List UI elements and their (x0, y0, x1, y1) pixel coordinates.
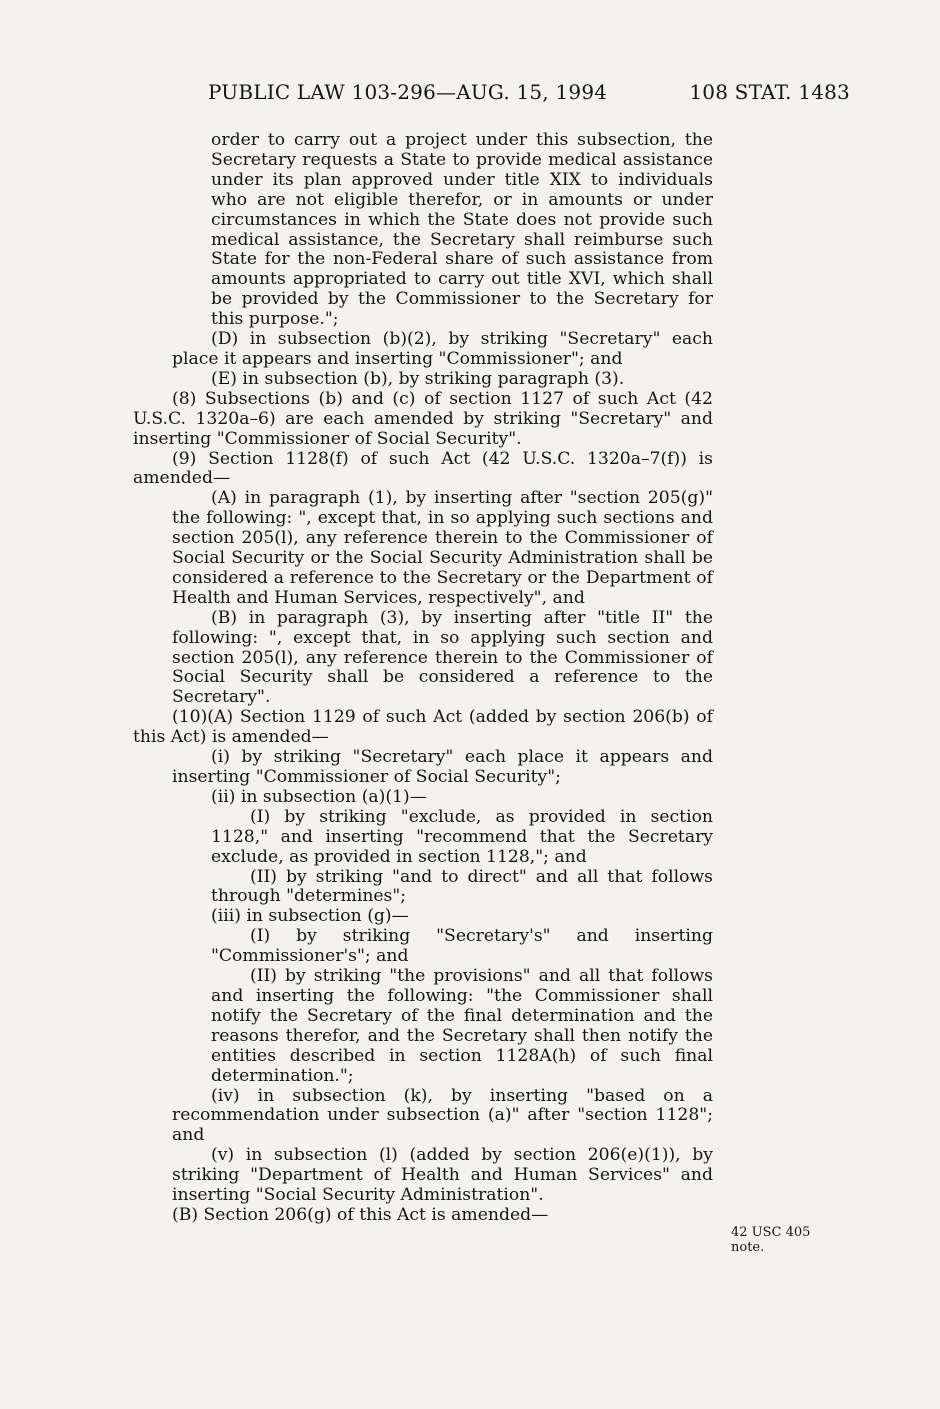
law-title: PUBLIC LAW 103-296—AUG. 15, 1994 (208, 80, 608, 104)
paragraph: (I) by striking "Secretary's" and inserting "Commissioner's"; and (211, 926, 713, 967)
paragraph: (II) by striking "and to direct" and all that follows through "determines"; (211, 866, 713, 907)
paragraph: (10)(A) Section 1129 of such Act (added by section 206(b) of this Act) is amended— (133, 707, 713, 748)
paragraph: (I) by striking "exclude, as provided in section 1128," and inserting "recommend that the Secretary exclude, as provided in section 1128,"; and (211, 806, 713, 867)
paragraph: (B) in paragraph (3), by inserting after "title II" the following: ", except that, in so applying such section and section 205(l), any reference therein to the Commissioner of Social Security shall be considered a reference to the Secretary". (172, 607, 713, 708)
page-header (130, 80, 850, 108)
body-text (133, 131, 713, 1226)
paragraph: (A) in paragraph (1), by inserting after "section 205(g)" the following: ", except that, in so applying such sections and section 205(l), any reference therein to the Commissioner of Social Security or the Social Security Administration shall be considered a reference to the Secretary or the Department of Health and Human Services, respectively", and (172, 488, 713, 608)
margin-note: 42 USC 405 note. (731, 1225, 811, 1255)
paragraph: (E) in subsection (b), by striking paragraph (3). (211, 368, 625, 389)
paragraph: (8) Subsections (b) and (c) of section 1127 of such Act (42 U.S.C. 1320a–6) are each amended by striking "Secretary" and inserting "Commissioner of Social Security". (133, 388, 713, 449)
paragraph: (B) Section 206(g) of this Act is amended— (172, 1204, 549, 1225)
paragraph: (i) by striking "Secretary" each place it appears and inserting "Commissioner of Social Security"; (172, 747, 713, 787)
paragraph: (v) in subsection (l) (added by section 206(e)(1)), by striking "Department of Health and Human Services" and inserting "Social Security Administration". (172, 1145, 713, 1206)
paragraph: (II) by striking "the provisions" and all that follows and inserting the following: "the Commissioner shall notify the Secretary of the final determination and the reasons therefor, and the Secretary shall then notify the entities described in section 1128A(h) of such final determination."; (211, 966, 713, 1086)
paragraph: (iii) in subsection (g)— (211, 906, 409, 927)
paragraph: (D) in subsection (b)(2), by striking "Secretary" each place it appears and inserting "Commissioner"; and (172, 329, 713, 369)
paragraph: (9) Section 1128(f) of such Act (42 U.S.C. 1320a–7(f)) is amended— (133, 448, 713, 489)
paragraph: (iv) in subsection (k), by inserting "based on a recommendation under subsection (a)" after "section 1128"; and (172, 1085, 713, 1146)
paragraph: order to carry out a project under this subsection, the Secretary requests a State to provide medical assistance under its plan approved under title XIX to individuals who are not eligible therefor, or in amounts or under circumstances in which the State does not provide such medical assistance, the Secretary shall reimburse such State for the non-Federal share of such assistance from amounts appropriated to carry out title XVI, which shall be provided by the Commissioner to the Secretary for this purpose."; (211, 130, 713, 330)
stat-citation: 108 STAT. 1483 (689, 80, 850, 104)
paragraph: (ii) in subsection (a)(1)— (211, 786, 427, 807)
